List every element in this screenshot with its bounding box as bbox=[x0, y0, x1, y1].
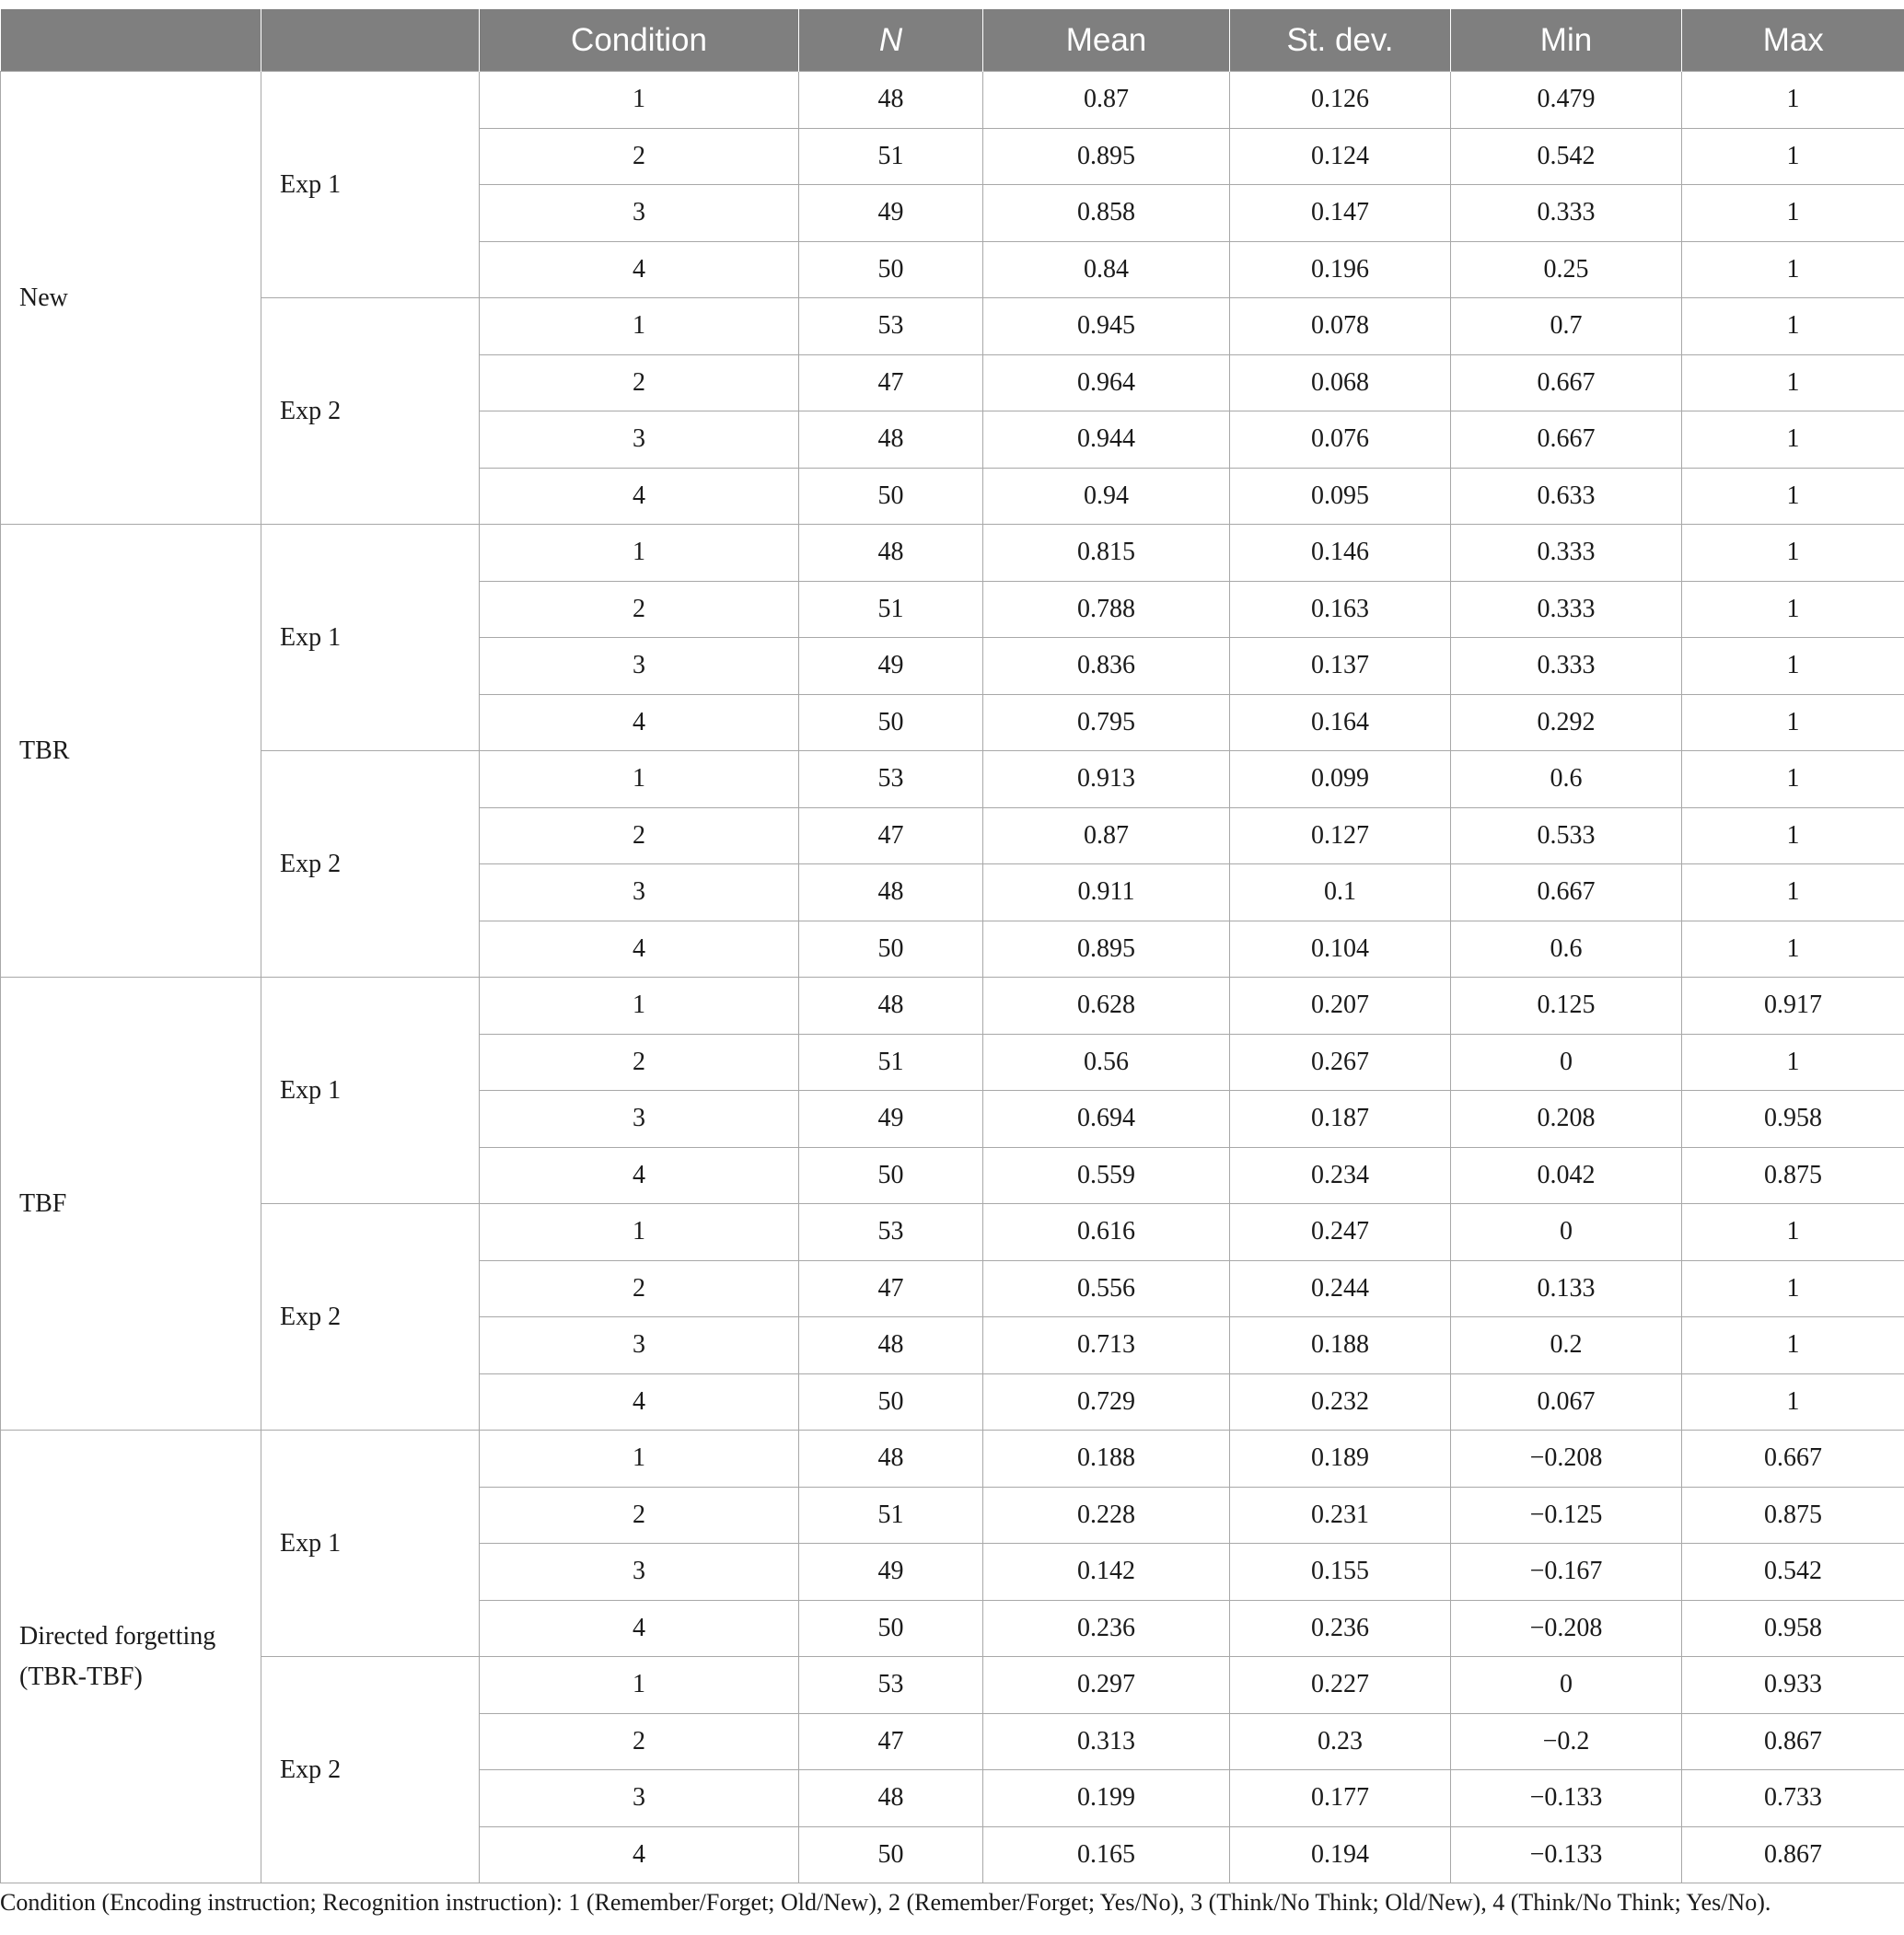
cell-min: 0.042 bbox=[1451, 1147, 1682, 1204]
cell-min: 0.208 bbox=[1451, 1091, 1682, 1148]
cell-mean: 0.559 bbox=[983, 1147, 1230, 1204]
cell-mean: 0.297 bbox=[983, 1657, 1230, 1714]
header-row bbox=[1, 9, 1904, 72]
cell-min: 0.2 bbox=[1451, 1317, 1682, 1374]
cell-st-dev: 0.196 bbox=[1230, 241, 1451, 298]
cell-min: −0.2 bbox=[1451, 1713, 1682, 1770]
cell-mean: 0.84 bbox=[983, 241, 1230, 298]
cell-condition: 2 bbox=[480, 354, 799, 411]
cell-st-dev: 0.127 bbox=[1230, 807, 1451, 864]
header-mean: Mean bbox=[983, 9, 1230, 72]
cell-st-dev: 0.234 bbox=[1230, 1147, 1451, 1204]
cell-st-dev: 0.207 bbox=[1230, 978, 1451, 1035]
results-table bbox=[0, 9, 1904, 1883]
cell-min: 0.533 bbox=[1451, 807, 1682, 864]
cell-condition: 3 bbox=[480, 185, 799, 242]
cell-mean: 0.165 bbox=[983, 1826, 1230, 1883]
cell-n: 53 bbox=[799, 298, 983, 355]
cell-n: 47 bbox=[799, 354, 983, 411]
cell-condition: 3 bbox=[480, 1770, 799, 1827]
cell-mean: 0.556 bbox=[983, 1260, 1230, 1317]
cell-st-dev: 0.155 bbox=[1230, 1544, 1451, 1601]
cell-min: 0.292 bbox=[1451, 694, 1682, 751]
cell-max: 1 bbox=[1682, 354, 1904, 411]
cell-min: 0.25 bbox=[1451, 241, 1682, 298]
cell-max: 1 bbox=[1682, 241, 1904, 298]
cell-max: 1 bbox=[1682, 525, 1904, 582]
cell-st-dev: 0.244 bbox=[1230, 1260, 1451, 1317]
cell-n: 47 bbox=[799, 1260, 983, 1317]
cell-min: 0.333 bbox=[1451, 185, 1682, 242]
cell-n: 49 bbox=[799, 1091, 983, 1148]
measure-label: Directed forgetting (TBR-TBF) bbox=[1, 1431, 261, 1883]
cell-min: 0.133 bbox=[1451, 1260, 1682, 1317]
cell-max: 1 bbox=[1682, 694, 1904, 751]
cell-mean: 0.199 bbox=[983, 1770, 1230, 1827]
cell-condition: 1 bbox=[480, 1431, 799, 1488]
cell-min: 0.333 bbox=[1451, 638, 1682, 695]
cell-st-dev: 0.194 bbox=[1230, 1826, 1451, 1883]
cell-n: 50 bbox=[799, 694, 983, 751]
cell-mean: 0.815 bbox=[983, 525, 1230, 582]
cell-mean: 0.836 bbox=[983, 638, 1230, 695]
cell-st-dev: 0.267 bbox=[1230, 1034, 1451, 1091]
cell-min: −0.208 bbox=[1451, 1600, 1682, 1657]
cell-st-dev: 0.231 bbox=[1230, 1487, 1451, 1544]
cell-st-dev: 0.188 bbox=[1230, 1317, 1451, 1374]
cell-n: 50 bbox=[799, 921, 983, 978]
cell-max: 0.917 bbox=[1682, 978, 1904, 1035]
cell-n: 51 bbox=[799, 128, 983, 185]
cell-st-dev: 0.147 bbox=[1230, 185, 1451, 242]
cell-mean: 0.895 bbox=[983, 128, 1230, 185]
cell-condition: 1 bbox=[480, 525, 799, 582]
cell-st-dev: 0.146 bbox=[1230, 525, 1451, 582]
cell-st-dev: 0.124 bbox=[1230, 128, 1451, 185]
cell-min: 0.667 bbox=[1451, 411, 1682, 469]
cell-mean: 0.858 bbox=[983, 185, 1230, 242]
cell-min: 0 bbox=[1451, 1204, 1682, 1261]
table-row bbox=[1, 1204, 1904, 1261]
cell-n: 49 bbox=[799, 638, 983, 695]
cell-max: 0.875 bbox=[1682, 1147, 1904, 1204]
table-row bbox=[1, 298, 1904, 355]
cell-n: 50 bbox=[799, 468, 983, 525]
table-row bbox=[1, 1657, 1904, 1714]
cell-st-dev: 0.068 bbox=[1230, 354, 1451, 411]
cell-mean: 0.228 bbox=[983, 1487, 1230, 1544]
cell-min: −0.167 bbox=[1451, 1544, 1682, 1601]
cell-n: 49 bbox=[799, 1544, 983, 1601]
cell-st-dev: 0.137 bbox=[1230, 638, 1451, 695]
cell-condition: 4 bbox=[480, 921, 799, 978]
cell-mean: 0.94 bbox=[983, 468, 1230, 525]
cell-condition: 4 bbox=[480, 1826, 799, 1883]
experiment-label: Exp 2 bbox=[261, 298, 480, 525]
cell-mean: 0.628 bbox=[983, 978, 1230, 1035]
header-measure bbox=[1, 9, 261, 72]
cell-n: 53 bbox=[799, 1657, 983, 1714]
cell-max: 1 bbox=[1682, 1317, 1904, 1374]
cell-mean: 0.895 bbox=[983, 921, 1230, 978]
cell-max: 1 bbox=[1682, 1034, 1904, 1091]
cell-n: 48 bbox=[799, 411, 983, 469]
experiment-label: Exp 1 bbox=[261, 525, 480, 751]
cell-n: 48 bbox=[799, 72, 983, 129]
cell-condition: 1 bbox=[480, 1204, 799, 1261]
measure-label: TBR bbox=[1, 525, 261, 978]
cell-st-dev: 0.177 bbox=[1230, 1770, 1451, 1827]
cell-st-dev: 0.232 bbox=[1230, 1373, 1451, 1431]
cell-n: 48 bbox=[799, 864, 983, 921]
cell-n: 50 bbox=[799, 1147, 983, 1204]
cell-condition: 4 bbox=[480, 1147, 799, 1204]
cell-condition: 3 bbox=[480, 864, 799, 921]
cell-st-dev: 0.126 bbox=[1230, 72, 1451, 129]
cell-min: 0.667 bbox=[1451, 354, 1682, 411]
cell-n: 50 bbox=[799, 1373, 983, 1431]
experiment-label: Exp 1 bbox=[261, 72, 480, 298]
cell-condition: 1 bbox=[480, 751, 799, 808]
cell-n: 47 bbox=[799, 1713, 983, 1770]
experiment-label: Exp 2 bbox=[261, 1657, 480, 1883]
cell-st-dev: 0.163 bbox=[1230, 581, 1451, 638]
cell-mean: 0.142 bbox=[983, 1544, 1230, 1601]
cell-condition: 1 bbox=[480, 978, 799, 1035]
cell-max: 0.875 bbox=[1682, 1487, 1904, 1544]
cell-condition: 3 bbox=[480, 411, 799, 469]
cell-condition: 3 bbox=[480, 1544, 799, 1601]
header-condition: Condition bbox=[480, 9, 799, 72]
cell-n: 50 bbox=[799, 1826, 983, 1883]
cell-condition: 1 bbox=[480, 1657, 799, 1714]
cell-st-dev: 0.247 bbox=[1230, 1204, 1451, 1261]
table-row bbox=[1, 751, 1904, 808]
cell-mean: 0.313 bbox=[983, 1713, 1230, 1770]
cell-condition: 3 bbox=[480, 638, 799, 695]
experiment-label: Exp 1 bbox=[261, 1431, 480, 1657]
cell-st-dev: 0.1 bbox=[1230, 864, 1451, 921]
table-row bbox=[1, 525, 1904, 582]
cell-condition: 4 bbox=[480, 694, 799, 751]
header-experiment bbox=[261, 9, 480, 72]
cell-max: 0.867 bbox=[1682, 1826, 1904, 1883]
cell-min: 0.333 bbox=[1451, 581, 1682, 638]
experiment-label: Exp 2 bbox=[261, 1204, 480, 1431]
cell-n: 51 bbox=[799, 1487, 983, 1544]
cell-mean: 0.964 bbox=[983, 354, 1230, 411]
cell-max: 1 bbox=[1682, 468, 1904, 525]
cell-mean: 0.945 bbox=[983, 298, 1230, 355]
cell-n: 48 bbox=[799, 978, 983, 1035]
cell-n: 53 bbox=[799, 751, 983, 808]
cell-n: 48 bbox=[799, 1431, 983, 1488]
cell-mean: 0.944 bbox=[983, 411, 1230, 469]
cell-mean: 0.56 bbox=[983, 1034, 1230, 1091]
cell-mean: 0.788 bbox=[983, 581, 1230, 638]
cell-condition: 2 bbox=[480, 1713, 799, 1770]
cell-min: −0.133 bbox=[1451, 1826, 1682, 1883]
cell-min: 0.667 bbox=[1451, 864, 1682, 921]
cell-condition: 4 bbox=[480, 468, 799, 525]
cell-max: 1 bbox=[1682, 1373, 1904, 1431]
cell-max: 0.867 bbox=[1682, 1713, 1904, 1770]
cell-max: 1 bbox=[1682, 921, 1904, 978]
cell-min: −0.133 bbox=[1451, 1770, 1682, 1827]
table-row bbox=[1, 1431, 1904, 1488]
cell-min: 0.633 bbox=[1451, 468, 1682, 525]
table-row bbox=[1, 72, 1904, 129]
cell-max: 0.733 bbox=[1682, 1770, 1904, 1827]
cell-n: 49 bbox=[799, 185, 983, 242]
cell-condition: 1 bbox=[480, 298, 799, 355]
table-row bbox=[1, 978, 1904, 1035]
cell-max: 1 bbox=[1682, 1260, 1904, 1317]
cell-condition: 2 bbox=[480, 581, 799, 638]
cell-min: 0.6 bbox=[1451, 921, 1682, 978]
cell-mean: 0.911 bbox=[983, 864, 1230, 921]
cell-n: 48 bbox=[799, 525, 983, 582]
cell-min: 0.479 bbox=[1451, 72, 1682, 129]
cell-st-dev: 0.189 bbox=[1230, 1431, 1451, 1488]
cell-mean: 0.694 bbox=[983, 1091, 1230, 1148]
cell-min: 0.125 bbox=[1451, 978, 1682, 1035]
cell-min: 0.333 bbox=[1451, 525, 1682, 582]
cell-st-dev: 0.164 bbox=[1230, 694, 1451, 751]
cell-min: 0.067 bbox=[1451, 1373, 1682, 1431]
cell-condition: 4 bbox=[480, 1373, 799, 1431]
cell-mean: 0.795 bbox=[983, 694, 1230, 751]
cell-max: 1 bbox=[1682, 864, 1904, 921]
cell-n: 47 bbox=[799, 807, 983, 864]
experiment-label: Exp 1 bbox=[261, 978, 480, 1204]
cell-st-dev: 0.078 bbox=[1230, 298, 1451, 355]
cell-condition: 4 bbox=[480, 241, 799, 298]
cell-max: 1 bbox=[1682, 807, 1904, 864]
header-st-dev: St. dev. bbox=[1230, 9, 1451, 72]
cell-min: 0.542 bbox=[1451, 128, 1682, 185]
experiment-label: Exp 2 bbox=[261, 751, 480, 978]
cell-mean: 0.713 bbox=[983, 1317, 1230, 1374]
cell-max: 1 bbox=[1682, 1204, 1904, 1261]
cell-min: 0 bbox=[1451, 1657, 1682, 1714]
cell-max: 1 bbox=[1682, 638, 1904, 695]
cell-n: 51 bbox=[799, 581, 983, 638]
cell-st-dev: 0.104 bbox=[1230, 921, 1451, 978]
cell-min: 0 bbox=[1451, 1034, 1682, 1091]
cell-mean: 0.87 bbox=[983, 72, 1230, 129]
cell-max: 1 bbox=[1682, 185, 1904, 242]
cell-min: 0.7 bbox=[1451, 298, 1682, 355]
cell-n: 50 bbox=[799, 241, 983, 298]
cell-condition: 3 bbox=[480, 1091, 799, 1148]
cell-max: 0.933 bbox=[1682, 1657, 1904, 1714]
cell-n: 48 bbox=[799, 1770, 983, 1827]
cell-condition: 4 bbox=[480, 1600, 799, 1657]
cell-st-dev: 0.099 bbox=[1230, 751, 1451, 808]
cell-min: −0.208 bbox=[1451, 1431, 1682, 1488]
cell-n: 51 bbox=[799, 1034, 983, 1091]
cell-max: 0.542 bbox=[1682, 1544, 1904, 1601]
cell-condition: 2 bbox=[480, 1034, 799, 1091]
header-min: Min bbox=[1451, 9, 1682, 72]
cell-n: 50 bbox=[799, 1600, 983, 1657]
header-n: N bbox=[799, 9, 983, 72]
measure-label: TBF bbox=[1, 978, 261, 1431]
cell-max: 0.958 bbox=[1682, 1091, 1904, 1148]
cell-min: 0.6 bbox=[1451, 751, 1682, 808]
cell-mean: 0.913 bbox=[983, 751, 1230, 808]
measure-label: New bbox=[1, 72, 261, 525]
cell-st-dev: 0.095 bbox=[1230, 468, 1451, 525]
cell-st-dev: 0.236 bbox=[1230, 1600, 1451, 1657]
cell-condition: 2 bbox=[480, 1260, 799, 1317]
cell-max: 1 bbox=[1682, 751, 1904, 808]
cell-min: −0.125 bbox=[1451, 1487, 1682, 1544]
cell-max: 1 bbox=[1682, 128, 1904, 185]
cell-max: 0.667 bbox=[1682, 1431, 1904, 1488]
cell-condition: 3 bbox=[480, 1317, 799, 1374]
cell-max: 1 bbox=[1682, 72, 1904, 129]
cell-mean: 0.729 bbox=[983, 1373, 1230, 1431]
cell-max: 1 bbox=[1682, 298, 1904, 355]
cell-condition: 2 bbox=[480, 1487, 799, 1544]
table-body bbox=[1, 72, 1904, 1883]
cell-condition: 1 bbox=[480, 72, 799, 129]
cell-n: 48 bbox=[799, 1317, 983, 1374]
cell-max: 0.958 bbox=[1682, 1600, 1904, 1657]
cell-max: 1 bbox=[1682, 411, 1904, 469]
cell-mean: 0.616 bbox=[983, 1204, 1230, 1261]
header-max: Max bbox=[1682, 9, 1904, 72]
cell-st-dev: 0.23 bbox=[1230, 1713, 1451, 1770]
cell-condition: 2 bbox=[480, 128, 799, 185]
cell-condition: 2 bbox=[480, 807, 799, 864]
cell-st-dev: 0.187 bbox=[1230, 1091, 1451, 1148]
cell-mean: 0.188 bbox=[983, 1431, 1230, 1488]
cell-n: 53 bbox=[799, 1204, 983, 1261]
cell-mean: 0.87 bbox=[983, 807, 1230, 864]
cell-st-dev: 0.076 bbox=[1230, 411, 1451, 469]
table-footnote: Condition (Encoding instruction; Recognition instruction): 1 (Remember/Forget; Old/New), 2 (Remember/Forget; Yes/No), 3 (Think/No Think; Old/New), 4 (Think/No Think; Yes/No). bbox=[0, 1889, 1771, 1916]
cell-mean: 0.236 bbox=[983, 1600, 1230, 1657]
cell-max: 1 bbox=[1682, 581, 1904, 638]
cell-st-dev: 0.227 bbox=[1230, 1657, 1451, 1714]
